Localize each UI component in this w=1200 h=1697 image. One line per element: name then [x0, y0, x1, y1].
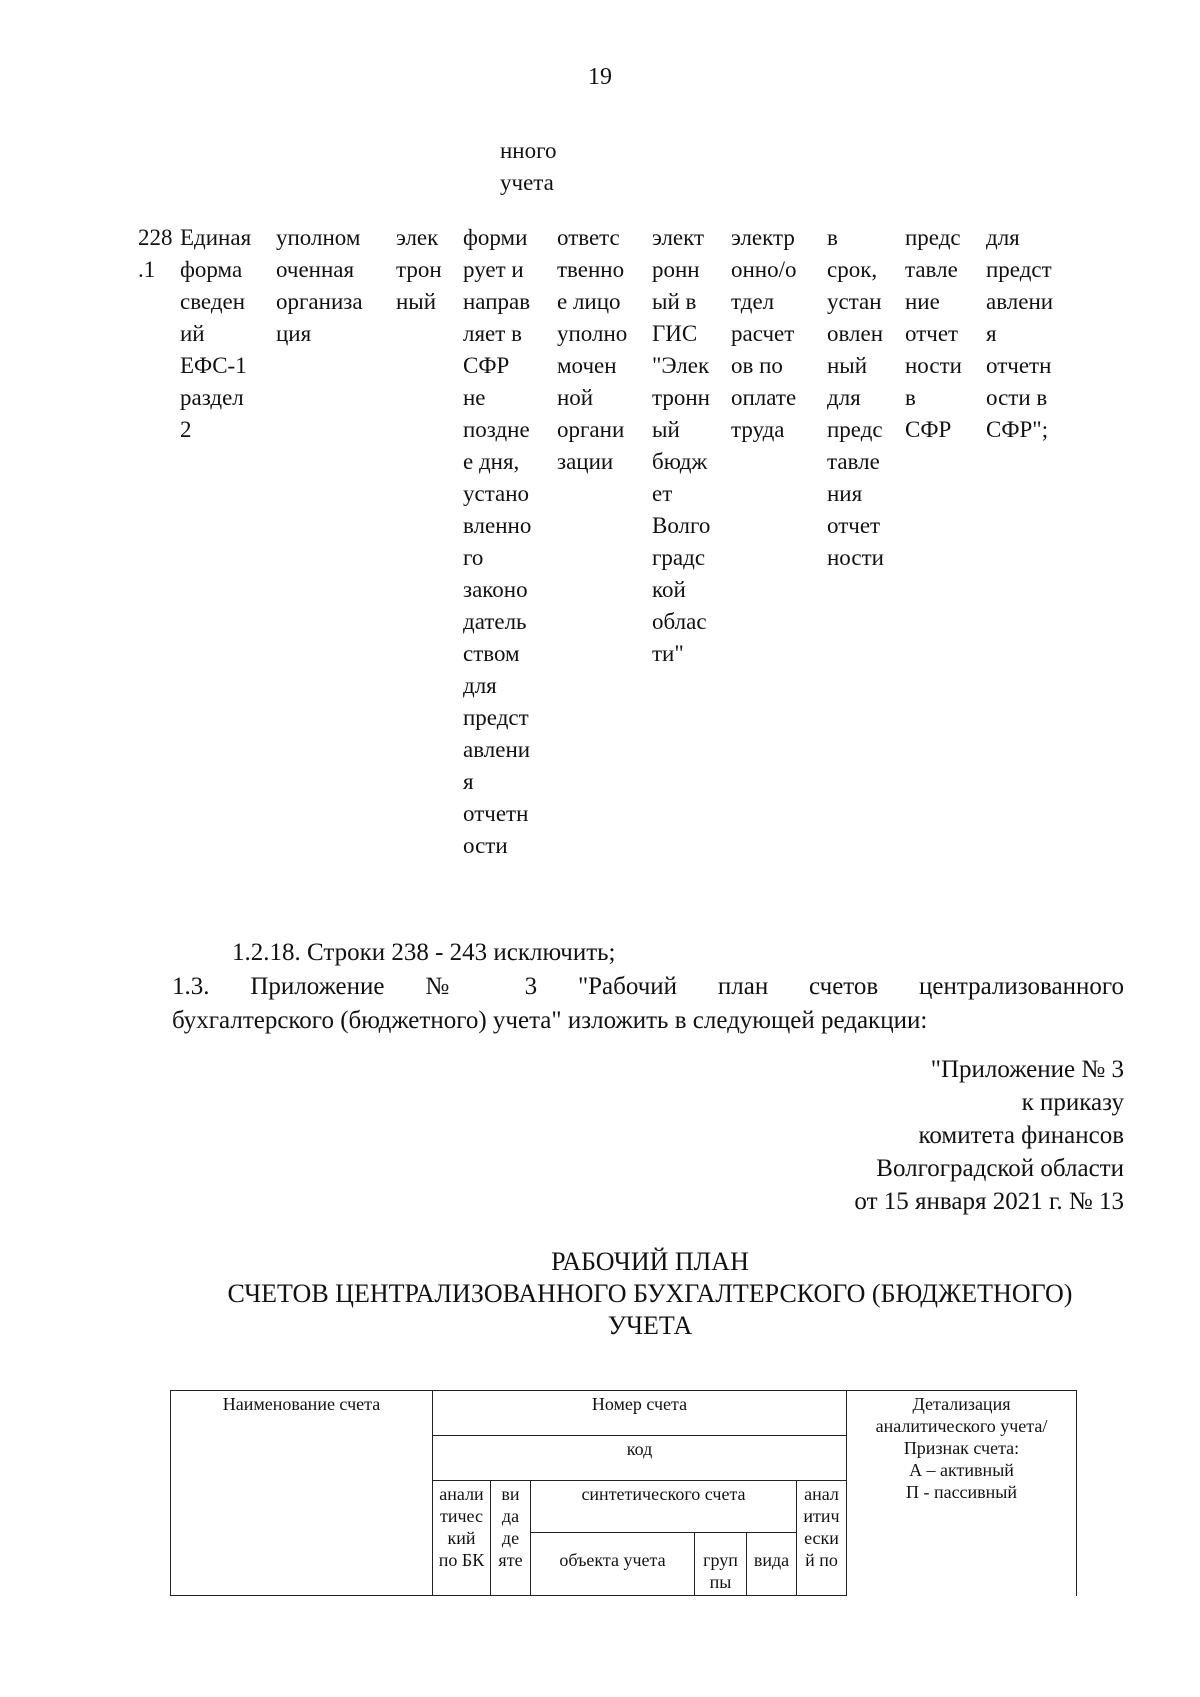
row-cell-purpose: для предст авлени я отчетн ости в СФР";	[986, 225, 1054, 442]
row-number: 228 .1	[138, 225, 173, 282]
document-title: СЧЕТОВ ЦЕНТРАЛИЗОВАННОГО БУХГАЛТЕРСКОГО (БЮДЖЕТНОГО)	[227, 1279, 1073, 1308]
col-activity-type: ви да де яте	[491, 1481, 531, 1596]
row-cell-format: элек трон ный	[396, 225, 442, 314]
continued-line: учета	[500, 170, 554, 195]
col-account-number: Номер счета	[433, 1391, 847, 1436]
row-cell-form-name: Единая форма сведен ий ЕФС-1 раздел 2	[180, 225, 252, 442]
col-analytic-bk: анали тичес кий по БК	[433, 1481, 491, 1596]
continued-cell-text	[500, 135, 600, 199]
document-title: УЧЕТА	[607, 1311, 693, 1340]
continued-line: нного	[500, 138, 557, 163]
appendix-header: "Приложение № 3 к приказу комитета финансов Волгоградской области от 15 января 2021 г. № 13	[854, 1056, 1124, 1215]
col-group: груп пы	[695, 1533, 747, 1596]
paragraph-appendix-intro: 1.3. Приложение № 3 "Рабочий план счетов централизованного	[172, 973, 1124, 1000]
page-number: 19	[588, 64, 612, 90]
col-account-name: Наименование счета	[171, 1391, 433, 1596]
col-code: код	[433, 1436, 847, 1481]
row-cell-responsible-person: ответс твенно е лицо уполно мочен ной органи зации	[557, 225, 628, 474]
col-detail: Детализация аналитического учета/ Признак счета: А – активный П - пассивный	[847, 1391, 1077, 1596]
row-cell-action: предс тавле ние отчет ности в СФР	[905, 225, 962, 442]
row-cell-responsible-org: уполном оченная организа ция	[276, 225, 363, 346]
document-title: РАБОЧИЙ ПЛАН	[551, 1247, 749, 1276]
col-object: объекта учета	[531, 1533, 695, 1596]
col-synthetic: синтетического счета	[531, 1481, 797, 1533]
row-cell-department: электр онно/о тдел расчет ов по оплате труда	[731, 225, 797, 442]
row-cell-deadline: форми рует и направ ляет в СФР не поздне е дня, устано вленно го законо датель ством для предст авлени я отчетн ости	[463, 225, 532, 858]
paragraph-exclude-rows: 1.2.18. Строки 238 - 243 исключить;	[232, 939, 616, 966]
row-cell-term: в срок, устан овлен ный для предс тавле ния отчет ности	[827, 225, 884, 570]
paragraph-appendix-cont: бухгалтерского (бюджетного) учета" изложить в следующей редакции:	[172, 1007, 928, 1034]
col-kind: вида	[747, 1533, 797, 1596]
accounts-table-header	[170, 1390, 1077, 1596]
col-analytic: анал итич ески й по	[797, 1481, 847, 1596]
row-cell-system: элект ронн ый в ГИС "Элек тронн ый бюдж ет Волго градс кой облас ти"	[652, 225, 711, 666]
